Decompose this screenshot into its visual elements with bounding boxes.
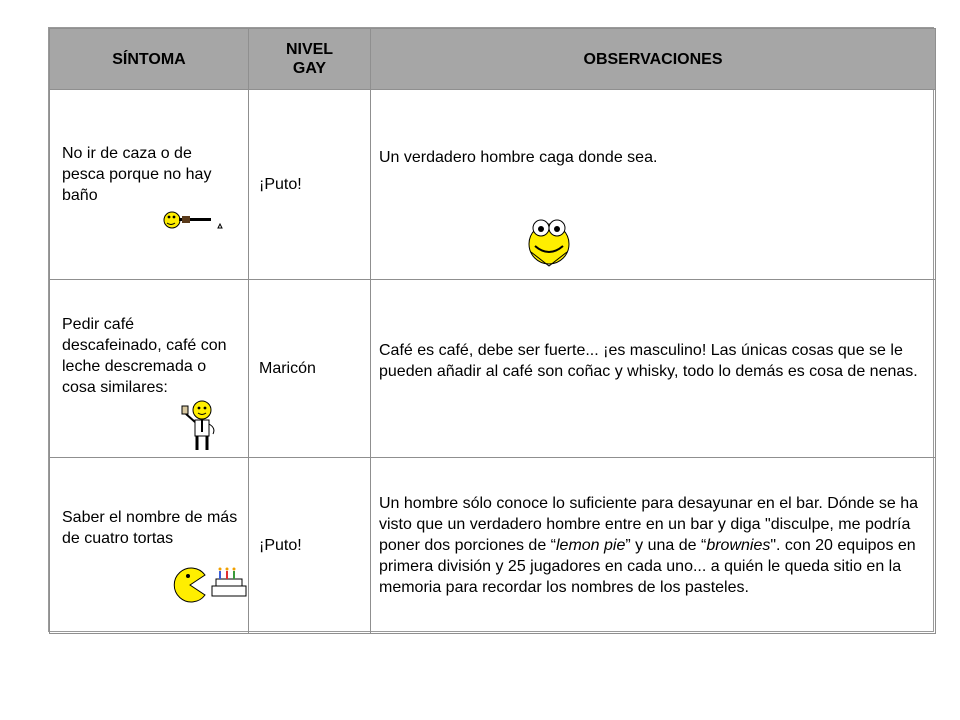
table-row: [50, 458, 936, 634]
symptom-text: Pedir café descafeinado, café con leche descremada o cosa similares:: [62, 315, 227, 396]
observation-text: [379, 340, 923, 382]
symptom-cell: [50, 458, 249, 634]
observation-text: [379, 147, 923, 168]
symptom-text: Saber el nombre de más de cuatro tortas: [62, 508, 238, 547]
level-cell: [249, 280, 371, 458]
level-text: Maricón: [259, 360, 316, 377]
observation-cell: [371, 458, 936, 634]
table-header-row: [50, 29, 936, 90]
level-cell: [249, 458, 371, 634]
header-symptom: SÍNTOMA: [50, 29, 249, 90]
observation-text: [379, 493, 923, 598]
observation-cell: [371, 280, 936, 458]
table-row: [50, 280, 936, 458]
birthday-cake-icon: [208, 566, 250, 600]
symptom-table: [49, 28, 936, 634]
header-level-text: NIVEL GAY: [285, 41, 334, 77]
waiter-smiley-icon: [180, 398, 220, 452]
hunter-rifle-smiley-icon: [162, 208, 224, 232]
symptom-cell: [50, 90, 249, 280]
symptom-cell: [50, 280, 249, 458]
table-row: [50, 90, 936, 280]
level-text: ¡Puto!: [259, 537, 302, 554]
level-text: ¡Puto!: [259, 176, 302, 193]
header-level: [249, 29, 371, 90]
observation-emphasis: lemon pie: [556, 537, 626, 554]
observation-part: Un hombre sólo conoce lo suficiente para desayunar en el bar. Dónde se ha visto que un verdadero hombre entre en un bar y diga "disculpe, me podría poner dos porciones de “: [379, 495, 919, 554]
observation-part: Café es café, debe ser fuerte... ¡es masculino! Las únicas cosas que se le pueden añadir al café son coñac y whisky, todo lo demás es cosa de nenas.: [379, 341, 918, 380]
observation-part: Un verdadero hombre caga donde sea.: [379, 148, 658, 166]
observation-part: ” y una de “: [625, 537, 707, 554]
comparison-table-slide: [48, 27, 934, 632]
frog-smiley-icon: [523, 212, 575, 268]
observation-part: ". con 20 equipos en primera división y 25 jugadores en cada uno... a quién le queda sitio en la memoria para recordar los nombres de los pasteles.: [379, 537, 916, 596]
header-observations: OBSERVACIONES: [371, 29, 936, 90]
symptom-text: No ir de caza o de pesca porque no hay baño: [62, 145, 212, 204]
level-cell: [249, 90, 371, 280]
observation-emphasis: brownies: [706, 537, 771, 554]
observation-cell: [371, 90, 936, 280]
